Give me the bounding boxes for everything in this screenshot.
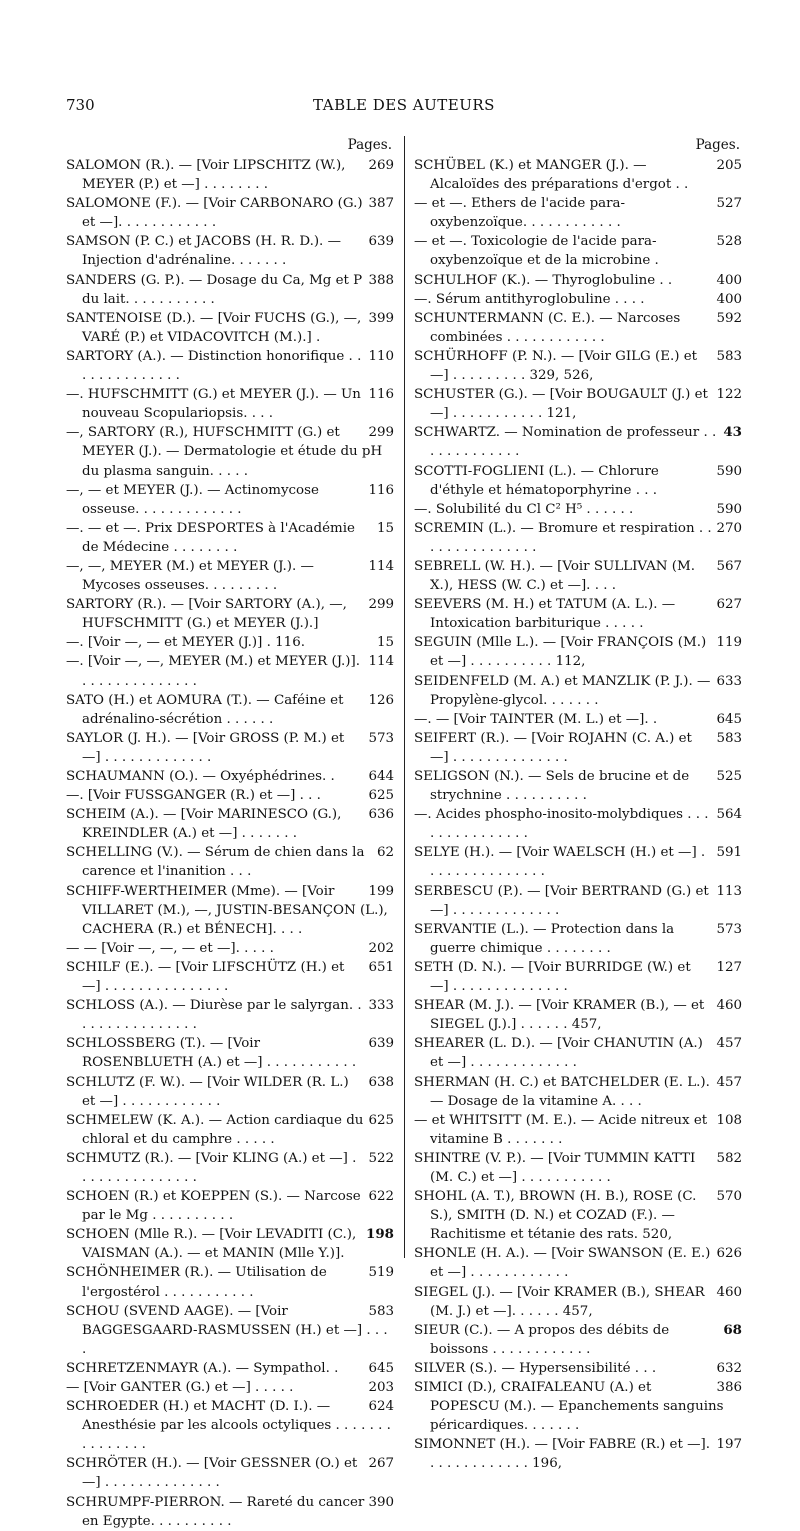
index-entry (66, 882, 394, 939)
index-entry (66, 385, 394, 423)
column-divider (404, 136, 405, 1258)
entry-page-ref: 126 (368, 692, 394, 708)
entry-page-ref: 113 (716, 883, 742, 899)
index-entry (414, 500, 742, 519)
entry-text: SALOMONE (F.). — [Voir CARBONARO (G.) et —]. . . . . . . . . . . . (66, 196, 363, 231)
entry-page-ref: 527 (716, 196, 742, 212)
entry-text: SCHROEDER (H.) et MACHT (D. I.). — Anesthésie par les alcools octyliques . . . . . . . . . . . . . . . (66, 1399, 391, 1453)
entry-text: SCHMELEW (K. A.). — Action cardiaque du chloral et du camphre . . . . . (66, 1112, 364, 1147)
entry-page-ref: 582 (716, 1150, 742, 1166)
index-entry (66, 691, 394, 729)
entry-page-ref: 519 (368, 1265, 394, 1281)
entry-text: SEEVERS (M. H.) et TATUM (A. L.). — Intoxication barbiturique . . . . . (414, 597, 676, 632)
entry-text: SERVANTIE (L.). — Protection dans la guerre chimique . . . . . . . . (414, 921, 675, 956)
left-column (66, 134, 394, 1531)
entry-page-ref: 583 (368, 1303, 394, 1319)
index-entry (66, 633, 394, 652)
entry-page-ref: 460 (716, 998, 742, 1014)
entry-page-ref: 15 (376, 520, 394, 536)
entry-page-ref: 110 (368, 348, 394, 364)
entry-text: —. [Voir —, — et MEYER (J.)] . 116. (66, 635, 305, 651)
entry-text: SATO (H.) et AOMURA (T.). — Caféine et adrénalino-sécrétion . . . . . . (66, 692, 344, 727)
entry-page-ref: 205 (716, 158, 742, 173)
entry-text: SALOMON (R.). — [Voir LIPSCHITZ (W.), MEYER (P.) et —] . . . . . . . . (66, 158, 346, 193)
index-entry (414, 958, 742, 996)
entry-page-ref: 400 (716, 272, 742, 288)
entry-page-ref: 591 (716, 845, 742, 861)
index-entry (66, 939, 394, 958)
entry-page-ref: 573 (368, 730, 394, 746)
entry-page-ref: 625 (368, 788, 394, 804)
index-entry (66, 595, 394, 633)
entry-page-ref: 122 (716, 387, 742, 403)
entry-text: SCHOEN (R.) et KOEPPEN (S.). — Narcose par le Mg . . . . . . . . . . (66, 1189, 361, 1224)
entry-text: SEIDENFELD (M. A.) et MANZLIK (P. J.). — Propylène-glycol. . . . . . . (414, 673, 711, 708)
entry-page-ref: 651 (368, 959, 394, 975)
index-entry (66, 423, 394, 480)
entry-text: SIEUR (C.). — A propos des débits de boissons . . . . . . . . . . . . (414, 1322, 670, 1357)
entry-page-ref: 632 (716, 1360, 742, 1376)
index-entry (414, 633, 742, 671)
index-entry (66, 729, 394, 767)
index-entry (414, 1378, 742, 1435)
entry-text: SANTENOISE (D.). — [Voir FUCHS (G.), —, VARÉ (P.) et VIDACOVITCH (M.).] . (66, 310, 362, 345)
entry-page-ref: 198 (366, 1226, 394, 1243)
index-entry (414, 672, 742, 710)
index-entry (414, 920, 742, 958)
entry-text: SCHLUTZ (F. W.). — [Voir WILDER (R. L.) et —] . . . . . . . . . . . . (66, 1074, 349, 1109)
entry-page-ref: 114 (368, 654, 394, 670)
index-entry (66, 1111, 394, 1149)
index-entry (66, 1397, 394, 1454)
entry-text: SARTORY (A.). — Distinction honorifique . . . . . . . . . . . . . . (66, 348, 362, 384)
entry-text: SEBRELL (W. H.). — [Voir SULLIVAN (M. X.), HESS (W. C.) et —]. . . . (414, 558, 695, 594)
entry-text: —. Sérum antithyroglobuline . . . . (414, 291, 645, 307)
index-entry (66, 232, 394, 270)
index-entry (414, 1244, 742, 1282)
entry-text: SHOHL (A. T.), BROWN (H. B.), ROSE (C. S.), SMITH (D. N.) et COZAD (F.). — Rachitisme et tétanie des rats. 520, (414, 1189, 697, 1243)
entry-page-ref: 119 (716, 635, 742, 651)
index-entry (66, 652, 394, 690)
entry-page-ref: 127 (716, 959, 742, 975)
page-header (66, 96, 742, 118)
entry-page-ref: 390 (368, 1494, 394, 1510)
entry-text: SCHLOSS (A.). — Diurèse par le salyrgan. . . . . . . . . . . . . . . . (66, 998, 362, 1033)
entry-text: —, — et MEYER (J.). — Actinomycose osseuse. . . . . . . . . . . . . (66, 482, 319, 517)
index-entry (66, 786, 394, 805)
entry-text: SHINTRE (V. P.). — [Voir TUMMIN KATTI (M. C.) et —] . . . . . . . . . . . (414, 1150, 696, 1185)
index-entry (414, 347, 742, 385)
entry-page-ref: 573 (716, 921, 742, 937)
entry-page-ref: 590 (716, 501, 742, 517)
entry-text: SCHMUTZ (R.). — [Voir KLING (A.) et —] . . . . . . . . . . . . . . . (66, 1150, 357, 1185)
entry-page-ref: 564 (716, 807, 742, 823)
index-entry (414, 996, 742, 1034)
entry-text: SCHUSTER (G.). — [Voir BOUGAULT (J.) et —] . . . . . . . . . . . 121, (414, 387, 708, 422)
index-entry (66, 1454, 394, 1492)
index-entry (66, 1034, 394, 1072)
entry-text: SIEGEL (J.). — [Voir KRAMER (B.), SHEAR (M. J.) et —]. . . . . . 457, (414, 1284, 705, 1319)
entry-text: SILVER (S.). — Hypersensibilité . . . (414, 1360, 657, 1376)
entry-page-ref: 570 (716, 1189, 742, 1205)
entry-page-ref: 528 (716, 234, 742, 250)
index-entry (414, 882, 742, 920)
entry-page-ref: 68 (723, 1321, 742, 1338)
pages-column-label: Pages. (347, 137, 392, 153)
index-entry (66, 1493, 394, 1531)
entry-text: SCHIFF-WERTHEIMER (Mme). — [Voir VILLARET (M.), —, JUSTIN-BESANÇON (L.), CACHERA (R.) et BÉNECH]. . . . (66, 883, 388, 937)
entry-page-ref: 116 (368, 482, 394, 498)
index-entry (66, 309, 394, 347)
entry-text: —. — [Voir TAINTER (M. L.) et —]. . (414, 711, 658, 727)
entry-page-ref: 43 (723, 424, 742, 441)
index-entry (414, 423, 742, 461)
entry-text: SIMICI (D.), CRAIFALEANU (A.) et POPESCU (M.). — Epanchements sanguins péricardiques. . . . . . . (414, 1380, 724, 1434)
entry-page-ref: 457 (716, 1036, 742, 1052)
index-entry (66, 271, 394, 309)
entry-text: SCHLOSSBERG (T.). — [Voir ROSENBLUETH (A.) et —] . . . . . . . . . . . (66, 1036, 357, 1071)
entry-text: —. [Voir FUSSGANGER (R.) et —] . . . (66, 788, 321, 804)
entry-text: SIMONNET (H.). — [Voir FABRE (R.) et —]. . . . . . . . . . . . . 196, (414, 1437, 710, 1472)
entry-text: —. Solubilité du Cl C² H⁵ . . . . . . (414, 501, 634, 517)
entry-page-ref: 197 (716, 1437, 742, 1453)
entry-text: —. Acides phospho-inosito-molybdiques . . . . . . . . . . . . . . . (414, 807, 709, 842)
page-number: 730 (66, 96, 95, 114)
entry-page-ref: 625 (368, 1112, 394, 1128)
entry-text: SELYE (H.). — [Voir WAELSCH (H.) et —] . . . . . . . . . . . . . . . (414, 845, 706, 880)
entry-page-ref: 457 (716, 1074, 742, 1090)
entry-text: SAYLOR (J. H.). — [Voir GROSS (P. M.) et —] . . . . . . . . . . . . . (66, 730, 345, 765)
entry-text: SCHEIM (A.). — [Voir MARINESCO (G.), KREINDLER (A.) et —] . . . . . . . (66, 807, 342, 842)
entry-text: SARTORY (R.). — [Voir SARTORY (A.), —, HUFSCHMITT (G.) et MEYER (J.).] (66, 597, 347, 632)
entry-page-ref: 638 (368, 1074, 394, 1090)
entry-text: SHEAR (M. J.). — [Voir KRAMER (B.), — et SIEGEL (J.).] . . . . . . 457, (414, 998, 705, 1033)
entry-page-ref: 645 (368, 1360, 394, 1376)
entry-text: —. [Voir —, —, MEYER (M.) et MEYER (J.)]. . . . . . . . . . . . . . . (66, 654, 361, 689)
entry-page-ref: 639 (368, 1036, 394, 1052)
index-entry (414, 271, 742, 290)
entry-page-ref: 386 (716, 1380, 742, 1395)
entry-text: —, SARTORY (R.), HUFSCHMITT (G.) et MEYER (J.). — Dermatologie et étude du pH du plasma sanguin. . . . . (66, 425, 383, 479)
index-entry (414, 710, 742, 729)
index-entry (414, 1359, 742, 1378)
entry-text: SHERMAN (H. C.) et BATCHELDER (E. L.). — Dosage de la vitamine A. . . . (414, 1074, 710, 1109)
entry-text: SCOTTI-FOGLIENI (L.). — Chlorure d'éthyle et hématoporphyrine . . . (414, 463, 659, 498)
entry-text: —. HUFSCHMITT (G.) et MEYER (J.). — Un nouveau Scopulariopsis. . . . (66, 387, 361, 422)
entry-text: — — [Voir —, —, — et —]. . . . . (66, 940, 274, 956)
entry-page-ref: 626 (716, 1246, 742, 1262)
entry-text: — et —. Ethers de l'acide para-oxybenzoïque. . . . . . . . . . . . (414, 196, 626, 231)
entry-text: SCHWARTZ. — Nomination de professeur . . . . . . . . . . . . . (414, 425, 717, 460)
entry-page-ref: 333 (368, 998, 394, 1014)
index-entry (66, 1073, 394, 1111)
index-entry (66, 1263, 394, 1301)
entry-page-ref: 592 (716, 310, 742, 326)
entry-text: SELIGSON (N.). — Sels de brucine et de strychnine . . . . . . . . . . (414, 769, 690, 804)
index-entry (414, 805, 742, 843)
entry-text: SEGUIN (Mlle L.). — [Voir FRANÇOIS (M.) et —] . . . . . . . . . . 112, (414, 635, 707, 670)
index-entry (66, 805, 394, 843)
pages-column-label: Pages. (695, 137, 740, 153)
index-entry (66, 1149, 394, 1187)
entry-text: SCREMIN (L.). — Bromure et respiration . . . . . . . . . . . . . . . (414, 520, 712, 555)
entry-page-ref: 399 (368, 310, 394, 326)
entry-page-ref: 639 (368, 234, 394, 250)
index-entry (66, 481, 394, 519)
index-entry (414, 232, 742, 270)
entry-page-ref: 199 (368, 883, 394, 899)
entry-text: SCHÖNHEIMER (R.). — Utilisation de l'ergostérol . . . . . . . . . . . (66, 1265, 327, 1300)
entry-page-ref: 645 (716, 711, 742, 727)
index-entry (66, 519, 394, 557)
entry-page-ref: 267 (368, 1456, 394, 1472)
entry-text: SCHRÖTER (H.). — [Voir GESSNER (O.) et —] . . . . . . . . . . . . . . (66, 1456, 358, 1491)
entry-page-ref: 387 (368, 196, 394, 212)
index-entry (66, 347, 394, 385)
index-entry (66, 1187, 394, 1225)
entry-page-ref: 388 (368, 272, 394, 288)
entry-text: SCHÜRHOFF (P. N.). — [Voir GILG (E.) et —] . . . . . . . . . 329, 526, (414, 348, 698, 384)
running-title: TABLE DES AUTEURS (313, 96, 495, 114)
entry-text: SCHRUMPF-PIERRON. — Rareté du cancer en Egypte. . . . . . . . . . (66, 1494, 365, 1529)
entry-page-ref: 114 (368, 558, 394, 574)
entry-page-ref: 299 (368, 597, 394, 613)
index-entry (66, 1359, 394, 1378)
entry-page-ref: 460 (716, 1284, 742, 1300)
index-entry (66, 996, 394, 1034)
entry-page-ref: 400 (716, 291, 742, 307)
entry-text: — [Voir GANTER (G.) et —] . . . . . (66, 1380, 294, 1395)
entry-page-ref: 583 (716, 730, 742, 746)
index-entry (414, 1321, 742, 1359)
entry-page-ref: 644 (368, 769, 394, 784)
entry-page-ref: 636 (368, 807, 394, 823)
index-entry (66, 156, 394, 194)
index-entry (414, 767, 742, 805)
index-entry (414, 290, 742, 309)
entry-text: SCHAUMANN (O.). — Oxyéphédrines. . (66, 769, 335, 784)
entry-page-ref: 270 (716, 520, 742, 536)
index-entry (414, 194, 742, 232)
index-entry (414, 1283, 742, 1321)
index-entry (414, 156, 742, 194)
index-entry (66, 1378, 394, 1397)
entry-text: SEIFERT (R.). — [Voir ROJAHN (C. A.) et —] . . . . . . . . . . . . . . (414, 730, 692, 765)
entry-page-ref: 567 (716, 558, 742, 574)
index-entry (414, 1073, 742, 1111)
entry-text: SCHELLING (V.). — Sérum de chien dans la carence et l'inanition . . . (66, 845, 365, 880)
entry-text: SCHOU (SVEND AAGE). — [Voir BAGGESGAARD-RASMUSSEN (H.) et —] . . . . (66, 1303, 388, 1357)
entry-page-ref: 116 (368, 387, 394, 403)
entry-page-ref: 633 (716, 673, 742, 689)
entry-page-ref: 269 (368, 158, 394, 173)
entry-page-ref: 624 (368, 1399, 394, 1415)
index-entry (414, 1111, 742, 1149)
index-entry (66, 1302, 394, 1359)
entry-text: SCHOEN (Mlle R.). — [Voir LEVADITI (C.), VAISMAN (A.). — et MANIN (Mlle Y.)]. (66, 1227, 357, 1262)
entry-page-ref: 62 (376, 845, 394, 861)
entry-page-ref: 590 (716, 463, 742, 479)
index-entry (414, 595, 742, 633)
index-entry (414, 519, 742, 557)
index-entry (414, 385, 742, 423)
entry-text: SCHILF (E.). — [Voir LIFSCHÜTZ (H.) et —] . . . . . . . . . . . . . . . (66, 959, 345, 995)
index-entry (414, 843, 742, 881)
entry-text: SAMSON (P. C.) et JACOBS (H. R. D.). — Injection d'adrénaline. . . . . . . (66, 234, 341, 269)
index-entry (414, 1187, 742, 1244)
entry-text: SCHRETZENMAYR (A.). — Sympathol. . (66, 1360, 339, 1376)
entry-page-ref: 299 (368, 425, 394, 441)
entry-page-ref: 108 (716, 1112, 742, 1128)
entry-text: — et WHITSITT (M. E.). — Acide nitreux et vitamine B . . . . . . . (414, 1112, 708, 1147)
entry-text: SETH (D. N.). — [Voir BURRIDGE (W.) et —] . . . . . . . . . . . . . . (414, 959, 691, 995)
entry-text: SCHÜBEL (K.) et MANGER (J.). — Alcaloïdes des préparations d'ergot . . (414, 158, 689, 193)
index-entry (66, 958, 394, 996)
entry-text: SCHULHOF (K.). — Thyroglobuline . . (414, 272, 673, 288)
entry-text: SHONLE (H. A.). — [Voir SWANSON (E. E.) et —] . . . . . . . . . . . . (414, 1246, 711, 1281)
index-entry (414, 462, 742, 500)
index-entry (66, 194, 394, 232)
index-entry (414, 309, 742, 347)
index-entry (66, 557, 394, 595)
index-entry (66, 767, 394, 786)
entry-page-ref: 522 (368, 1150, 394, 1166)
entry-text: — et —. Toxicologie de l'acide para-oxybenzoïque et de la microbine . (414, 234, 659, 269)
entry-page-ref: 202 (368, 940, 394, 956)
entry-text: —, —, MEYER (M.) et MEYER (J.). — Mycoses osseuses. . . . . . . . . (66, 558, 314, 594)
index-entry (414, 729, 742, 767)
entry-text: SCHUNTERMANN (C. E.). — Narcoses combinées . . . . . . . . . . . . (414, 310, 681, 345)
right-column (414, 134, 742, 1473)
index-entry (414, 1435, 742, 1473)
entry-page-ref: 622 (368, 1189, 394, 1205)
index-entry (414, 557, 742, 595)
entry-page-ref: 15 (376, 635, 394, 651)
index-entry (66, 843, 394, 881)
entry-page-ref: 525 (716, 769, 742, 784)
index-entry (414, 1149, 742, 1187)
entry-text: SHEARER (L. D.). — [Voir CHANUTIN (A.) et —] . . . . . . . . . . . . . (414, 1036, 703, 1071)
index-entry (414, 1034, 742, 1072)
entry-text: SERBESCU (P.). — [Voir BERTRAND (G.) et —] . . . . . . . . . . . . . (414, 883, 709, 918)
entry-page-ref: 583 (716, 348, 742, 364)
entry-text: SANDERS (G. P.). — Dosage du Ca, Mg et P du lait. . . . . . . . . . . (66, 272, 363, 307)
entry-text: —. — et —. Prix DESPORTES à l'Académie de Médecine . . . . . . . . (66, 520, 355, 555)
index-entry (66, 1225, 394, 1263)
entry-page-ref: 627 (716, 597, 742, 613)
entry-page-ref: 203 (368, 1380, 394, 1395)
